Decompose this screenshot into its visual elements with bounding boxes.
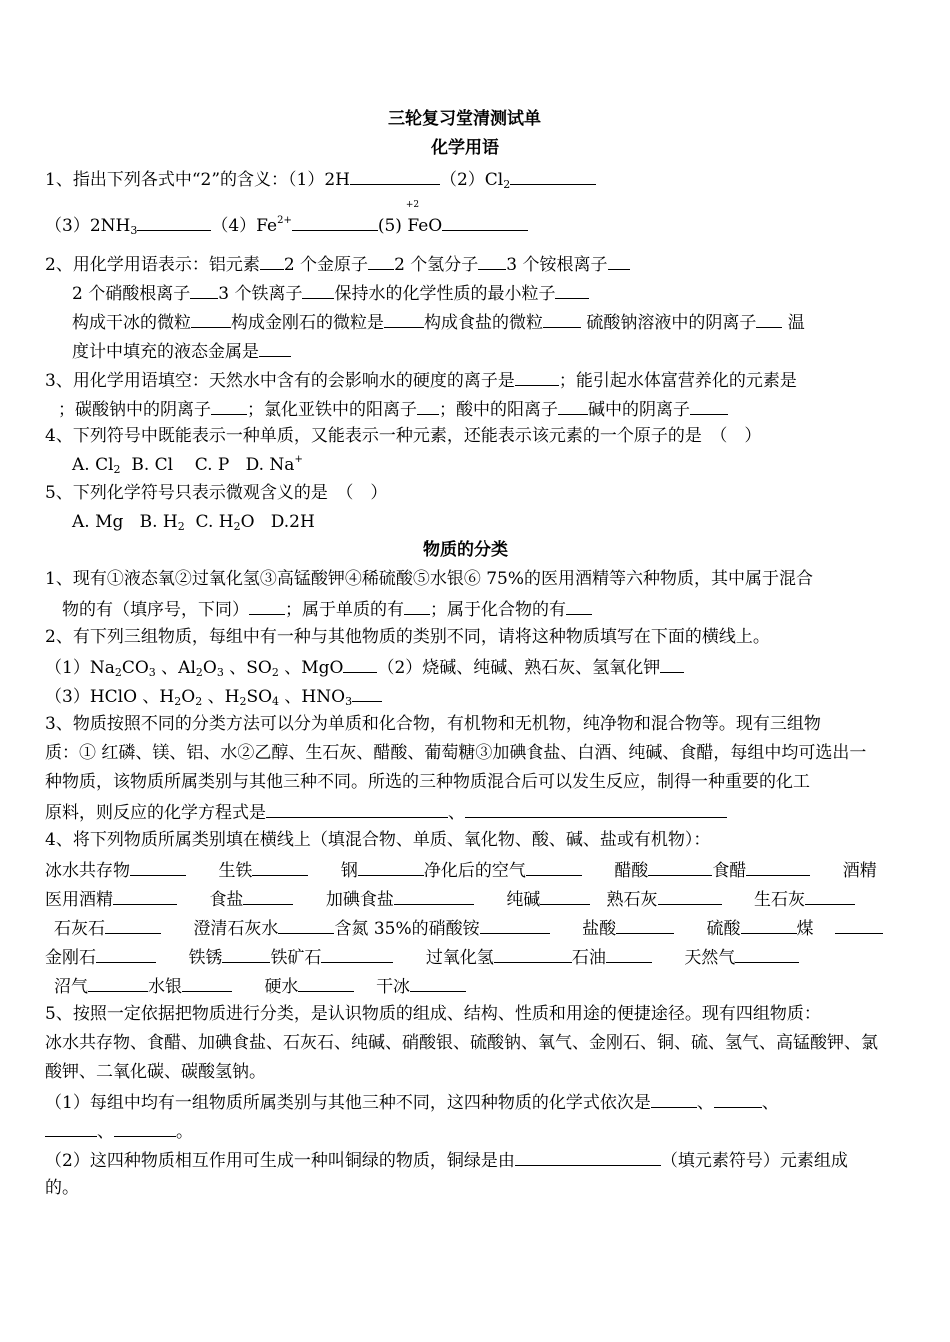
answer-blank[interactable] [211, 396, 247, 415]
answer-blank[interactable] [113, 886, 177, 905]
answer-blank[interactable] [105, 915, 161, 934]
classification-q5-part-1-cont: 、 。 [45, 1118, 193, 1144]
classification-q4-row-1: 冰水共存物 生铁 钢 净化后的空气 醋酸 食醋 酒精 [45, 857, 877, 883]
answer-blank[interactable] [190, 280, 218, 299]
answer-blank[interactable] [343, 654, 377, 673]
answer-blank[interactable] [558, 396, 588, 415]
answer-blank[interactable] [350, 166, 440, 185]
subscript: 3 [130, 224, 138, 237]
classification-q5-part-2-end: 的。 [45, 1178, 79, 1198]
question-2-line-4 [72, 338, 291, 364]
answer-blank[interactable] [555, 280, 589, 299]
classification-q4-row-2: 医用酒精 食盐 加碘食盐 纯碱 熟石灰 生石灰 [45, 886, 855, 912]
option-a[interactable]: A. Mg [72, 512, 124, 532]
classification-q4-row-3: 石灰石 澄清石灰水 含氮 35%的硝酸铵 盐酸 硫酸 煤 [54, 915, 883, 941]
answer-blank[interactable] [384, 309, 424, 328]
separator: 、 [448, 803, 465, 823]
answer-blank[interactable] [526, 857, 582, 876]
answer-blank[interactable] [515, 367, 559, 386]
question-2-line-2 [72, 280, 589, 306]
q1-nh3-label: （3）2NH [45, 216, 131, 236]
answer-blank[interactable] [442, 212, 528, 231]
c1-text: 物的有（填序号，下同） [62, 600, 249, 620]
answer-blank[interactable] [352, 683, 382, 702]
q2-text: 2 个硝酸根离子 [72, 284, 191, 304]
q2-text: 温 [782, 313, 805, 333]
option-d[interactable]: D. Na+ [245, 454, 303, 475]
q2-text: 度计中填充的液态金属是 [72, 342, 259, 362]
section-title-classification: 物质的分类 [423, 540, 508, 560]
answer-blank[interactable] [543, 309, 581, 328]
answer-blank[interactable] [298, 973, 354, 992]
classification-q5-part-1: （1）每组中均有一组物质所属类别与其他三种不同，这四种物质的化学式依次是 、 、 [45, 1089, 779, 1115]
answer-blank[interactable] [266, 799, 448, 818]
q3-text: 碱中的阴离子 [588, 400, 690, 420]
q2-text: 3 个铵根离子 [506, 255, 608, 275]
q2-text: 构成金刚石的微粒是 [231, 313, 384, 333]
subscript: 2 [503, 178, 511, 191]
question-4-options [72, 453, 303, 477]
answer-blank[interactable] [835, 915, 883, 934]
answer-blank[interactable] [358, 857, 424, 876]
answer-blank[interactable] [302, 280, 334, 299]
answer-blank[interactable] [249, 596, 285, 615]
classification-q5-line-1: 5、按照一定依据把物质进行分类，是认识物质的组成、结构、性质和用途的便捷途径。现有四组物质： [45, 1004, 821, 1024]
answer-blank[interactable] [130, 857, 186, 876]
answer-blank[interactable] [510, 166, 596, 185]
q1-feo-label: +2 (5) FeO [377, 200, 443, 236]
classification-q5-line-2: 冰水共存物、食醋、加碘食盐、石灰石、纯碱、硝酸银、硫酸钠、氧气、金刚石、铜、硫、氢气、高锰酸钾、氯 [45, 1033, 878, 1053]
q1-stem: 1、指出下列各式中“2”的含义：（1）2H [45, 170, 350, 190]
answer-blank[interactable] [278, 915, 334, 934]
q2-text: 硫酸钠溶液中的阴离子 [581, 313, 757, 333]
answer-blank[interactable] [690, 396, 728, 415]
question-3-line-2 [58, 396, 728, 422]
question-1-line-2 [45, 200, 528, 238]
q3-text: 3、用化学用语填空：天然水中含有的会影响水的硬度的离子是 [45, 371, 515, 391]
q2-text: 保持水的化学性质的最小粒子 [334, 284, 556, 304]
q1-fe-ion-label: （4）Fe [211, 216, 278, 236]
answer-blank[interactable] [494, 944, 572, 963]
answer-blank[interactable] [648, 857, 712, 876]
classification-q3-line-1: 3、物质按照不同的分类方法可以分为单质和化合物，有机物和无机物，纯净物和混合物等。现有三组物 [45, 714, 821, 734]
answer-blank[interactable] [137, 212, 211, 231]
q3-text: ；氯化亚铁中的阳离子 [247, 400, 417, 420]
answer-blank[interactable] [243, 886, 293, 905]
answer-blank[interactable] [465, 799, 727, 818]
q3-text: ；碳酸钠中的阴离子 [58, 400, 211, 420]
answer-blank[interactable] [368, 251, 394, 270]
question-4-stem: 4、下列符号中既能表示一种单质，又能表示一种元素，还能表示该元素的一个原子的是 （ ） [45, 426, 762, 446]
c5-text: （填元素符号）元素组成 [660, 1151, 848, 1171]
classification-q3-line-4 [45, 799, 727, 825]
q1-cl2-label: （2）Cl [439, 170, 504, 190]
q2-text: 2 个金原子 [283, 255, 369, 275]
section-title-chemical-terms: 化学用语 [431, 138, 499, 158]
question-2-line-3 [72, 309, 805, 335]
c3-text: 原料，则反应的化学方程式是 [45, 803, 266, 823]
answer-blank[interactable] [805, 886, 855, 905]
q2-text: 2 个氢分子 [394, 255, 479, 275]
answer-blank[interactable] [321, 944, 393, 963]
answer-blank[interactable] [660, 654, 684, 673]
answer-blank[interactable] [394, 886, 474, 905]
answer-blank[interactable] [478, 251, 506, 270]
answer-blank[interactable] [45, 1118, 97, 1137]
classification-q2-stem: 2、有下列三组物质，每组中有一种与其他物质的类别不同，请将这种物质填写在下面的横线上。 [45, 627, 770, 647]
answer-blank[interactable] [714, 1089, 762, 1108]
classification-q3-line-2: 质：① 红磷、镁、铝、水②乙醇、生石灰、醋酸、葡萄糖③加碘食盐、白酒、纯碱、食醋，每组中均可选出一 [45, 743, 867, 763]
answer-blank[interactable] [252, 857, 308, 876]
answer-blank[interactable] [651, 1089, 697, 1108]
valence-mark: +2 [405, 200, 420, 210]
q2-text: 2、用化学用语表示：铝元素 [45, 255, 260, 275]
question-5-stem: 5、下列化学符号只表示微观含义的是 （ ） [45, 483, 388, 503]
classification-q5-line-3: 酸钾、二氧化碳、碳酸氢钠。 [45, 1062, 266, 1082]
answer-blank[interactable] [260, 251, 284, 270]
option-c[interactable]: C. $H_2O$ [195, 512, 255, 533]
answer-blank[interactable] [608, 251, 630, 270]
answer-blank[interactable] [616, 915, 674, 934]
c5-text: （2）这四种物质相互作用可生成一种叫铜绿的物质，铜绿是由 [45, 1151, 515, 1171]
answer-blank[interactable] [410, 973, 466, 992]
option-c[interactable]: C. P [194, 455, 230, 475]
q2-text: 3 个铁离子 [218, 284, 303, 304]
answer-blank[interactable] [191, 309, 231, 328]
answer-blank[interactable] [606, 944, 652, 963]
classification-q3-line-3: 种物质，该物质所属类别与其他三种不同。所选的三种物质混合后可以发生反应，制得一种重要的化工 [45, 772, 810, 792]
answer-blank[interactable] [222, 944, 270, 963]
question-1-line-1 [45, 166, 596, 192]
answer-blank[interactable] [114, 1118, 176, 1137]
c1-text: ；属于化合物的有 [430, 600, 566, 620]
c1-text: ；属于单质的有 [285, 600, 404, 620]
superscript: 2+ [277, 215, 292, 226]
option-a[interactable]: A. $Cl_2$ [72, 455, 121, 476]
answer-blank[interactable] [404, 596, 430, 615]
q2-text: 构成食盐的微粒 [424, 313, 543, 333]
question-3-line-1 [45, 367, 797, 393]
option-b[interactable]: B. $H_2$ [139, 512, 185, 533]
answer-blank[interactable] [515, 1147, 661, 1166]
answer-blank[interactable] [417, 396, 439, 415]
classification-q4-stem: 4、将下列物质所属类别填在横线上（填混合物、单质、氧化物、酸、碱、盐或有机物）： [45, 830, 711, 850]
q3-text: ；能引起水体富营养化的元素是 [558, 371, 797, 391]
answer-blank[interactable] [658, 886, 722, 905]
answer-blank[interactable] [735, 944, 799, 963]
c2-group-2: （2）烧碱、纯碱、熟石灰、氢氧化钾 [377, 658, 661, 678]
answer-blank[interactable] [756, 309, 782, 328]
worksheet-title: 三轮复习堂清测试单 [388, 109, 541, 129]
answer-blank[interactable] [292, 212, 378, 231]
question-5-options [72, 510, 315, 534]
answer-blank[interactable] [259, 338, 291, 357]
answer-blank[interactable] [96, 944, 156, 963]
classification-q2-group-3: （3）HClO 、$H_2O_2$ 、$H_2SO_4$ 、$HNO_3$ [45, 683, 382, 709]
c5-text: （1）每组中均有一组物质所属类别与其他三种不同，这四种物质的化学式依次是 [45, 1093, 651, 1113]
q3-text: ；酸中的阳离子 [439, 400, 558, 420]
answer-blank[interactable] [540, 886, 590, 905]
classification-q5-part-2 [45, 1147, 848, 1173]
option-b[interactable]: B. Cl [131, 455, 174, 475]
answer-blank[interactable] [746, 857, 810, 876]
answer-blank[interactable] [741, 915, 797, 934]
classification-q4-row-5: 沼气 水银 硬水 干冰 [54, 973, 466, 999]
classification-q4-row-4: 金刚石 铁锈 铁矿石 过氧化氢 石油 天然气 [45, 944, 799, 970]
answer-blank[interactable] [88, 973, 148, 992]
question-2-line-1 [45, 251, 630, 277]
classification-q1-line-1: 1、现有①液态氧②过氧化氢③高锰酸钾④稀硫酸⑤水银⑥ 75%的医用酒精等六种物质，其中属于混合 [45, 569, 814, 589]
classification-q1-line-2 [62, 596, 592, 622]
q2-text: 构成干冰的微粒 [72, 313, 191, 333]
answer-blank[interactable] [480, 915, 550, 934]
answer-blank[interactable] [182, 973, 232, 992]
option-d[interactable]: D.2H [270, 512, 315, 532]
classification-q2-groups-1-2: $(1)Na_2CO_3$ 、$Al_2O_3$ 、$SO_2$ 、MgO （2）烧碱、纯碱、熟石灰、氢氧化钾 [45, 654, 684, 680]
answer-blank[interactable] [566, 596, 592, 615]
